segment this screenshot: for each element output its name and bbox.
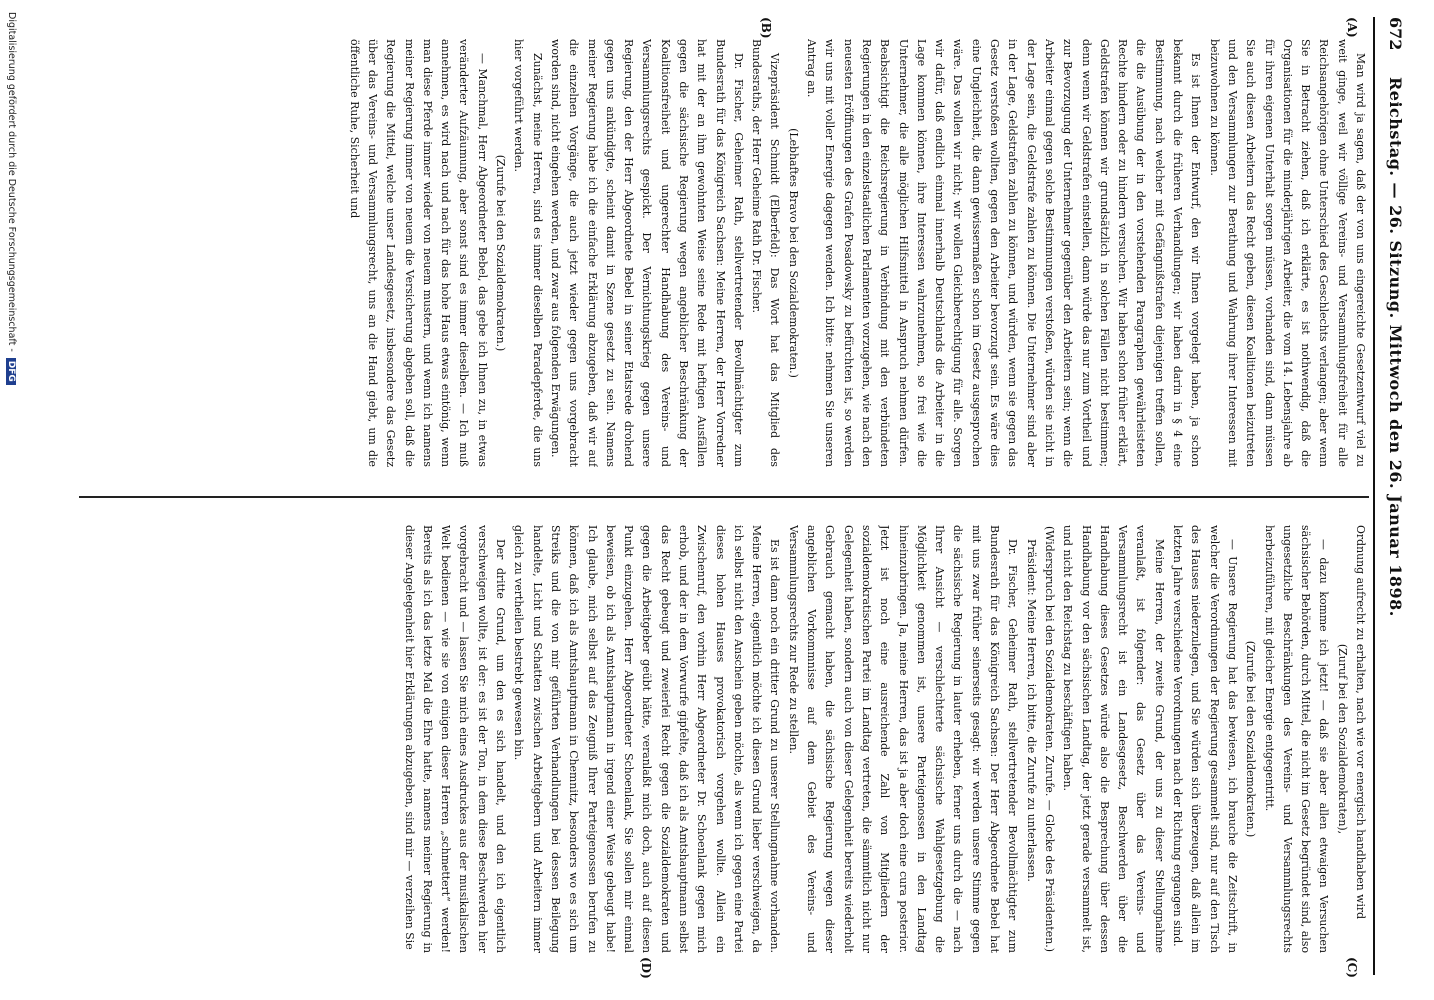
paragraph: — Manchmal, Herr Abgeordneter Bebel, das gebe ich Ihnen zu, in etwas veränderter Aufzäumung, aber sonst sind es immer dieselben. — Ich muß annehmen, es wird nach und nach für das hohe Haus etwas eintönig, wenn man diese Pferde immer wieder von neuem mustern, und wenn ich namens meiner Regierung immer von neuem die Versicherung abgeben soll, daß die Regierung die Mittel, welche unser Landesgesetz, insbesondere das Gesetz über das Vereins- und Versammlungsrecht, uns an die Hand giebt, um die öffentliche Ruhe, Sicherheit und: [347, 39, 489, 467]
right-column: [79, 525, 1369, 953]
digitization-credit: [3, 12, 19, 988]
interjection: (Lebhaftes Bravo bei den Sozialdemokraten.): [786, 128, 800, 378]
paragraph: — dazu komme ich jetzt! — daß sie aber allen etwaigen Versuchen sächsischer Behörden, durch Mittel, die nicht im Gesetz begründet sind, also ungesetzliche Beschränkungen des Vereins- und Versammlungsrechts herbeizuführen, mit gleicher Energie entgegentritt.: [1262, 525, 1331, 953]
scanned-page: [67, 17, 1413, 979]
paragraph: Der dritte Grund, um den es sich handelt, und den ich eigentlich verschweigen wollte, ist der: es ist der Ton, in dem diese Beschwerden hier vorgebracht und — lassen Sie mich eines Ausdruckes aus der musikalischen Welt bedienen — wie sie von einigen dieser Herren „schmettert“ werden! Bereits als ich das letzte Mal die Ehre hatte, namens meiner Regierung in dieser Angelegenheit hier Erklärungen abzugeben, sind mir — verzeihen Sie: [402, 525, 508, 953]
interjection: (Zurufe bei den Sozialdemokraten.): [1244, 640, 1258, 838]
paragraph: Es ist Ihnen der Entwurf, den wir Ihnen vorgelegt haben, ja schon bekannt durch die früheren Verhandlungen; wir haben darin in § 4 eine Bestimmung, nach welcher mit Gefängnißstrafen diejenigen treffen sollen, die die Ausübung der in den vorstehenden Paragraphen gewährleisteten Rechte hindern oder zu hindern versuchen. Wir haben schon früher erklärt, Geldstrafen können wir grundsätzlich in solchen Fällen nicht bestimmen; denn wenn wir Geldstrafen einstellen, dann würde das nur zum Vortheil und zur Bevorzugung der Unternehmer gegenüber den Arbeitern sein; wenn die Arbeiter einmal gegen solche Bestimmungen verstoßen, würden sie nicht in der Lage sein, die Geldstrafe zahlen zu können. Die Unternehmer sind aber in der Lage, Geldstrafen zahlen zu können, und würden, wenn sie gegen das Gesetz verstoßen wollten, gegen den Arbeiter bevorzugt sein. Es wäre dies eine Ungleichheit, die dann gewissermaßen schon im Gesetz ausgesprochen wäre. Das wollen wir nicht; wir wollen Gleichberechtigung für alle. Sorgen wir dafür, daß endlich einmal innerhalb Deutschlands die Arbeiter in die Lage kommen können, ihre Interessen wahrzunehmen, so frei wie die Unternehmer, die alle möglichen Hilfsmittel in Anspruch nehmen dürfen. Beabsichtigt die Reichsregierung in Verbindung mit den verbündeten Regierungen in den einzelstaatlichen Parlamenten vorzugehen, wie nach den neuesten Eröffnungen des Grafen Posadowsky zu befürchten ist, so werden wir uns mit voller Energie dagegen wenden. Ich bitte: nehmen Sie unseren Antrag an.: [805, 39, 1203, 467]
paragraph: Vizepräsident Schmidt (Elberfeld): Das Wort hat das Mitglied des Bundesraths, der Herr Geheime Rath Dr. Fischer.: [750, 39, 782, 467]
paragraph: Meine Herren, der zweite Grund, der uns zu dieser Stellungnahme veranlaßt, ist folgender: das Gesetz über das Vereins- und Versammlungsrecht ist ein Landesgesetz, Beschwerden über die Handhabung dieses Gesetzes würde also die Besprechung über dessen Handhabung vor den sächsischen Landtag, der jetzt gerade versammelt ist, und nicht den Reichstag zu beschäftigen haben.: [1061, 525, 1166, 953]
paragraph: Ordnung aufrecht zu erhalten, nach wie vor energisch handhaben wird: [1354, 525, 1367, 920]
column-divider: [79, 496, 1369, 498]
left-column: [79, 39, 1369, 467]
dfg-logo: DFG: [6, 358, 16, 385]
paragraph: Man wird ja sagen, daß der von uns eingereichte Gesetzentwurf viel zu weit ginge, weil wir völlige Vereins- und Versammlungsfreiheit für alle Reichsangehörigen ohne Unterschied des Geschlechts verlangen; aber wenn Sie in Betracht ziehen, daß ich erklärte, es ist nothwendig, daß die Organisationen für die minderjährigen Arbeiter, die vom 14. Lebensjahre ab für ihren eigenen Unterhalt sorgen müssen, vorhanden sind, dann müssen Sie auch diesen Arbeitern das Recht geben, diesen Koalitionen beizutreten und den Versammlungen zur Berathung und Wahrung ihrer Interessen mit beizuwohnen zu können.: [1207, 39, 1367, 467]
paragraph: Es ist dann noch ein dritter Grund zu unserer Stellungnahme vorhanden. Meine Herren, eigentlich möchte ich diesen Grund lieber verschweigen, da ich selbst nicht den Anschein geben möchte, als wenn ich gegen eine Partei dieses hohen Hauses provokatorisch vorgehen wollte. Allein ein Zwischenruf, den vorhin Herr Abgeordneter Dr. Schoenlank gegen mich erhob, und der in dem Vorwurfe gipfelte, daß ich als Amtshauptmann selbst das Recht gebeugt und zweierlei Recht gegen die Sozialdemokraten und gegen die Arbeitgeber geübt hätte, veranlaßt mich doch, auch auf diesen Punkt einzugehen. Herr Abgeordneter Schoenlank, Sie sollen mir einmal beweisen, ob ich als Amtshauptmann in irgend einer Weise gebeugt habe! Ich glaube, mich selbst auf das Zeugniß Ihrer Parteigenossen berufen zu können, daß ich als Amtshauptmann in Chemnitz, besonders wo es sich um Streiks und die von mir geführten Verhandlungen bei dessen Beilegung handelte, Licht und Schatten zwischen Arbeitgebern und Arbeitern immer gleich zu vertheilen bestrebt gewesen bin.: [512, 525, 782, 953]
page-header: [1379, 17, 1413, 975]
margin-marker-c: (C): [1345, 957, 1359, 978]
running-title: Reichstag. — 26. Sitzung. Mittwoch den 26. Januar 1898.: [1386, 77, 1406, 617]
margin-marker-d: (D): [639, 957, 653, 979]
paragraph: Präsident: Meine Herren, ich bitte, die Zurufe zu unterlassen.: [1024, 539, 1038, 882]
header-rule: [1373, 17, 1375, 975]
credit-text: Digitalisierung gefördert durch die Deutsche Forschungsgemeinschaft -: [6, 12, 17, 352]
paragraph: — Unsere Regierung hat das bewiesen, ich brauche die Zeitschrift, in welcher die Verordnungen der Regierung gesammelt sind, nur auf den Tisch des Hauses niederzulegen, und Sie würden sich überzeugen, daß allein im letzten Jahre verschiedene Verordnungen nach der Richtung ergangen sind.: [1171, 525, 1239, 953]
paragraph: Dr. Fischer, Geheimer Rath, stellvertretender Bevollmächtigter zum Bundesrath für das Königreich Sachsen: Meine Herren, der Herr Vorredner hat mit der an ihm gewohnten Weise seine Rede mit heftigen Ausfällen gegen die sächsische Regierung wegen angeblicher Beschränkung der Koalitionsfreiheit und ungerechter Handhabung des Vereins- und Versammlungsrechts gespickt. Der Vernichtungskrieg gegen unsere Regierung, den der Herr Abgeordnete Bebel in seiner Etatsrede drohend gegen uns ankündigte, scheint damit in Szene gesetzt zu sein. Namens meiner Regierung habe ich die einfache Erklärung abzugeben, daß wir auf die einzelnen Vorgänge, die auch jetzt wieder gegen uns vorgebracht worden sind, nicht eingehen werden, und zwar aus folgenden Erwägungen.: [548, 39, 745, 467]
interjection: (Zuruf bei den Sozialdemokraten),: [1335, 643, 1349, 835]
margin-marker-b: (B): [759, 17, 773, 39]
paragraph: Zunächst, meine Herren, sind es immer dieselben Paradepferde, die uns hier vorgeführt werden.: [512, 39, 544, 467]
interjection: (Widerspruch bei den Sozialdemokraten. Zurufe. — Glocke des Präsidenten.): [1042, 526, 1056, 952]
page-number: 672: [1386, 17, 1406, 51]
margin-marker-a: (A): [1345, 17, 1359, 38]
paragraph: Dr. Fischer, Geheimer Rath, stellvertretender Bevollmächtigter zum Bundesrath für das Königreich Sachsen: Der Herr Abgeordnete Bebel hat mit uns zwar früher seinerseits gesagt: wir werden unsere Stimme gegen die sächsische Regierung in lauter erheben, ferner uns durch die — nach Ihrer Ansicht — verschlechterte sächsische Wahlgesetzgebung die Möglichkeit genommen ist, unsere Parteigenossen in den Landtag hineinzubringen. Ja, meine Herren, das ist ja aber doch eine cura posterior. Jetzt ist noch eine ausreichende Zahl von Mitgliedern der sozialdemokratischen Partei im Landtag vertreten, die sämmtlich nicht nur Gelegenheit haben, sondern auch von dieser Gelegenheit bereits wiederholt Gebrauch gemacht haben, die sächsische Regierung wegen dieser angeblichen Vorkommnisse auf dem Gebiet des Vereins- und Versammlungsrechts zur Rede zu stellen.: [786, 525, 1020, 953]
interjection: (Zurufe bei den Sozialdemokraten.): [494, 154, 508, 352]
